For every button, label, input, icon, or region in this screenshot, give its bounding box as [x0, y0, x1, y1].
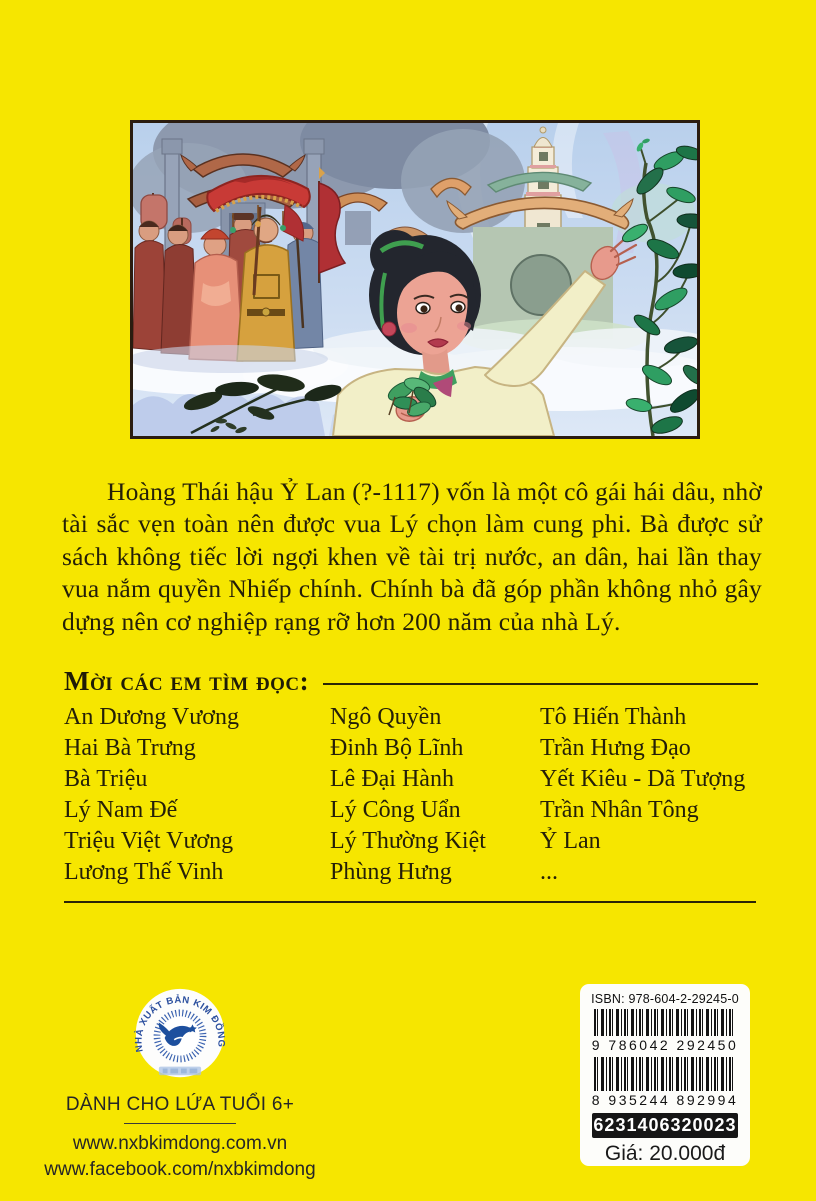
reading-list-column-3 — [540, 702, 758, 888]
cover-illustration — [130, 120, 700, 439]
publisher-block — [28, 986, 332, 1181]
list-item: Trần Nhân Tông — [540, 797, 699, 823]
barcode-2 — [594, 1057, 736, 1091]
age-rating-label: DÀNH CHO LỨA TUỔI 6+ — [65, 1094, 295, 1115]
publisher-logo — [132, 986, 228, 1082]
illustration-svg — [133, 123, 697, 436]
list-item: Hai Bà Trưng — [64, 735, 196, 761]
heading-rule — [323, 683, 758, 685]
facebook-url: www.facebook.com/nxbkimdong — [44, 1159, 316, 1180]
list-item: Trần Hưng Đạo — [540, 735, 691, 761]
list-item: Ngô Quyền — [330, 704, 442, 730]
age-rating-underline — [124, 1123, 236, 1124]
reading-list-heading — [64, 666, 758, 697]
list-item: Tô Hiến Thành — [540, 704, 687, 730]
barcode-1-digits: 9 786042 292450 — [591, 1036, 739, 1053]
barcode-1 — [594, 1009, 736, 1036]
logo-ring-text: NHÀ XUẤT BẢN KIM ĐỒNG — [133, 994, 227, 1053]
list-item: An Dương Vương — [64, 704, 239, 730]
website-url: www.nxbkimdong.com.vn — [72, 1133, 288, 1154]
list-item: Đinh Bộ Lĩnh — [330, 735, 464, 761]
list-item: ... — [540, 859, 558, 885]
barcode-label-card — [580, 984, 750, 1166]
reading-list-column-1 — [64, 702, 330, 888]
reading-list-columns — [64, 702, 758, 888]
list-item: Phùng Hưng — [330, 859, 452, 885]
barcode-2-digits: 8 935244 892994 — [591, 1092, 739, 1108]
product-code-box: 6231406320023 — [592, 1113, 738, 1138]
bottom-rule — [64, 901, 756, 903]
list-item: Lê Đại Hành — [330, 766, 454, 792]
summary-paragraph: Hoàng Thái hậu Ỷ Lan (?-1117) vốn là một cô gái hái dâu, nhờ tài sắc vẹn toàn nên được vua Lý chọn làm cung phi. Bà được sử sách không tiếc lời ngợi khen về tài trị nước, an dân, hai lần thay vua nắm quyền Nhiếp chính. Chính bà đã góp phần không nhỏ gây dựng nên cơ nghiệp rạng rỡ hơn 200 năm của nhà Lý. — [62, 476, 762, 636]
reading-list-heading-label: Mời các em tìm đọc: — [64, 666, 310, 696]
list-item: Lý Nam Đế — [64, 797, 178, 823]
list-item: Yết Kiêu - Dã Tượng — [540, 766, 746, 792]
list-item: Lương Thế Vinh — [64, 859, 224, 885]
list-item: Lý Thường Kiệt — [330, 828, 486, 854]
reading-list-column-2 — [330, 702, 540, 888]
list-item: Lý Công Uẩn — [330, 797, 461, 823]
isbn-text: ISBN: 978-604-2-29245-0 — [591, 992, 739, 1006]
logo-stamp-mark — [159, 1067, 201, 1076]
list-item: Triệu Việt Vương — [64, 828, 234, 854]
list-item: Ỷ Lan — [540, 828, 601, 854]
list-item: Bà Triệu — [64, 766, 148, 792]
price-text: Giá: 20.000đ — [604, 1142, 726, 1165]
